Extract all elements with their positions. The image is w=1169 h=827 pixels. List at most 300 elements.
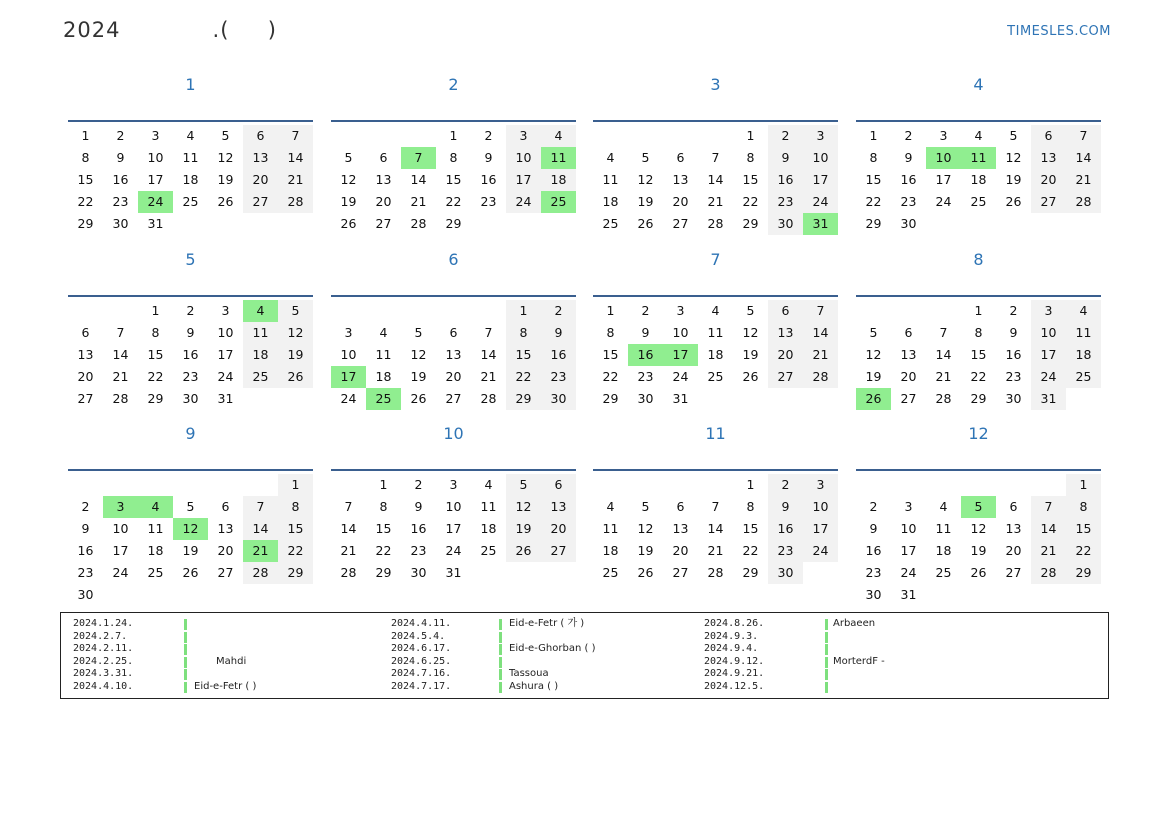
- day-cell[interactable]: 13: [217, 521, 234, 536]
- day-cell[interactable]: 27: [445, 391, 462, 406]
- day-cell[interactable]: 22: [77, 194, 94, 209]
- day-cell[interactable]: 16: [410, 521, 427, 536]
- day-cell[interactable]: 8: [606, 325, 615, 340]
- day-cell[interactable]: 5: [278, 300, 313, 322]
- day-cell[interactable]: 2: [414, 477, 423, 492]
- day-cell[interactable]: 19: [278, 344, 313, 366]
- day-cell[interactable]: 30: [900, 216, 917, 231]
- day-cell[interactable]: 10: [147, 150, 164, 165]
- day-cell[interactable]: 29: [970, 391, 987, 406]
- day-cell[interactable]: 18: [182, 172, 199, 187]
- day-cell[interactable]: 2: [768, 474, 803, 496]
- day-cell[interactable]: 4: [1066, 300, 1101, 322]
- day-cell[interactable]: 11: [961, 147, 996, 169]
- day-cell[interactable]: 3: [221, 303, 230, 318]
- day-cell[interactable]: 14: [480, 347, 497, 362]
- day-cell[interactable]: 9: [541, 322, 576, 344]
- day-cell[interactable]: 6: [676, 150, 685, 165]
- day-cell[interactable]: 25: [707, 369, 724, 384]
- day-cell[interactable]: 18: [707, 347, 724, 362]
- day-cell[interactable]: 9: [484, 150, 493, 165]
- day-cell[interactable]: 18: [480, 521, 497, 536]
- day-cell[interactable]: 5: [414, 325, 423, 340]
- day-cell[interactable]: 17: [331, 366, 366, 388]
- day-cell[interactable]: 18: [541, 169, 576, 191]
- day-cell[interactable]: 21: [803, 344, 838, 366]
- day-cell[interactable]: 28: [1031, 562, 1066, 584]
- day-cell[interactable]: 20: [243, 169, 278, 191]
- day-cell[interactable]: 17: [900, 543, 917, 558]
- day-cell[interactable]: 20: [77, 369, 94, 384]
- day-cell[interactable]: 20: [375, 194, 392, 209]
- day-cell[interactable]: 17: [803, 518, 838, 540]
- day-cell[interactable]: 26: [742, 369, 759, 384]
- day-cell[interactable]: 28: [112, 391, 129, 406]
- day-cell[interactable]: 14: [707, 521, 724, 536]
- day-cell[interactable]: 26: [1005, 194, 1022, 209]
- day-cell[interactable]: 5: [186, 499, 195, 514]
- day-cell[interactable]: 19: [340, 194, 357, 209]
- day-cell[interactable]: 11: [147, 521, 164, 536]
- day-cell[interactable]: 30: [637, 391, 654, 406]
- day-cell[interactable]: 11: [602, 172, 619, 187]
- day-cell[interactable]: 20: [217, 543, 234, 558]
- day-cell[interactable]: 26: [856, 388, 891, 410]
- day-cell[interactable]: 29: [742, 216, 759, 231]
- day-cell[interactable]: 31: [900, 587, 917, 602]
- day-cell[interactable]: 4: [541, 125, 576, 147]
- day-cell[interactable]: 23: [77, 565, 94, 580]
- day-cell[interactable]: 11: [480, 499, 497, 514]
- day-cell[interactable]: 21: [1066, 169, 1101, 191]
- day-cell[interactable]: 7: [116, 325, 125, 340]
- day-cell[interactable]: 29: [375, 565, 392, 580]
- day-cell[interactable]: 28: [707, 216, 724, 231]
- day-cell[interactable]: 14: [1066, 147, 1101, 169]
- day-cell[interactable]: 25: [366, 388, 401, 410]
- day-cell[interactable]: 21: [410, 194, 427, 209]
- day-cell[interactable]: 2: [768, 125, 803, 147]
- day-cell[interactable]: 27: [243, 191, 278, 213]
- day-cell[interactable]: 16: [480, 172, 497, 187]
- day-cell[interactable]: 24: [340, 391, 357, 406]
- day-cell[interactable]: 12: [340, 172, 357, 187]
- day-cell[interactable]: 7: [1031, 496, 1066, 518]
- day-cell[interactable]: 12: [506, 496, 541, 518]
- day-cell[interactable]: 16: [900, 172, 917, 187]
- day-cell[interactable]: 30: [182, 391, 199, 406]
- day-cell[interactable]: 13: [900, 347, 917, 362]
- day-cell[interactable]: 21: [935, 369, 952, 384]
- day-cell[interactable]: 20: [445, 369, 462, 384]
- day-cell[interactable]: 15: [147, 347, 164, 362]
- day-cell[interactable]: 8: [151, 325, 160, 340]
- day-cell[interactable]: 25: [970, 194, 987, 209]
- day-cell[interactable]: 7: [401, 147, 436, 169]
- day-cell[interactable]: 24: [803, 540, 838, 562]
- day-cell[interactable]: 15: [970, 347, 987, 362]
- day-cell[interactable]: 26: [410, 391, 427, 406]
- day-cell[interactable]: 20: [672, 543, 689, 558]
- day-cell[interactable]: 19: [182, 543, 199, 558]
- day-cell[interactable]: 31: [1031, 388, 1066, 410]
- day-cell[interactable]: 6: [221, 499, 230, 514]
- day-cell[interactable]: 7: [939, 325, 948, 340]
- day-cell[interactable]: 29: [77, 216, 94, 231]
- day-cell[interactable]: 11: [243, 322, 278, 344]
- day-cell[interactable]: 17: [1031, 344, 1066, 366]
- day-cell[interactable]: 3: [676, 303, 685, 318]
- day-cell[interactable]: 8: [81, 150, 90, 165]
- day-cell[interactable]: 6: [81, 325, 90, 340]
- day-cell[interactable]: 13: [1005, 521, 1022, 536]
- day-cell[interactable]: 22: [147, 369, 164, 384]
- day-cell[interactable]: 25: [480, 543, 497, 558]
- day-cell[interactable]: 24: [138, 191, 173, 213]
- day-cell[interactable]: 17: [147, 172, 164, 187]
- day-cell[interactable]: 7: [711, 499, 720, 514]
- day-cell[interactable]: 24: [803, 191, 838, 213]
- day-cell[interactable]: 28: [707, 565, 724, 580]
- day-cell[interactable]: 5: [961, 496, 996, 518]
- day-cell[interactable]: 3: [449, 477, 458, 492]
- day-cell[interactable]: 4: [606, 150, 615, 165]
- day-cell[interactable]: 10: [672, 325, 689, 340]
- day-cell[interactable]: 13: [375, 172, 392, 187]
- day-cell[interactable]: 16: [1005, 347, 1022, 362]
- day-cell[interactable]: 15: [77, 172, 94, 187]
- day-cell[interactable]: 24: [506, 191, 541, 213]
- day-cell[interactable]: 28: [243, 562, 278, 584]
- day-cell[interactable]: 11: [707, 325, 724, 340]
- day-cell[interactable]: 10: [506, 147, 541, 169]
- day-cell[interactable]: 26: [506, 540, 541, 562]
- day-cell[interactable]: 7: [1066, 125, 1101, 147]
- day-cell[interactable]: 18: [375, 369, 392, 384]
- day-cell[interactable]: 13: [77, 347, 94, 362]
- day-cell[interactable]: 31: [147, 216, 164, 231]
- day-cell[interactable]: 5: [641, 499, 650, 514]
- day-cell[interactable]: 24: [1031, 366, 1066, 388]
- day-cell[interactable]: 9: [81, 521, 90, 536]
- day-cell[interactable]: 2: [81, 499, 90, 514]
- day-cell[interactable]: 9: [414, 499, 423, 514]
- day-cell[interactable]: 3: [904, 499, 913, 514]
- day-cell[interactable]: 9: [116, 150, 125, 165]
- day-cell[interactable]: 20: [541, 518, 576, 540]
- day-cell[interactable]: 23: [112, 194, 129, 209]
- day-cell[interactable]: 5: [641, 150, 650, 165]
- day-cell[interactable]: 22: [278, 540, 313, 562]
- day-cell[interactable]: 16: [112, 172, 129, 187]
- day-cell[interactable]: 17: [506, 169, 541, 191]
- day-cell[interactable]: 27: [217, 565, 234, 580]
- day-cell[interactable]: 16: [865, 543, 882, 558]
- day-cell[interactable]: 12: [637, 172, 654, 187]
- day-cell[interactable]: 17: [935, 172, 952, 187]
- day-cell[interactable]: 5: [344, 150, 353, 165]
- day-cell[interactable]: 27: [1005, 565, 1022, 580]
- day-cell[interactable]: 25: [935, 565, 952, 580]
- day-cell[interactable]: 21: [1031, 540, 1066, 562]
- day-cell[interactable]: 3: [151, 128, 160, 143]
- day-cell[interactable]: 5: [746, 303, 755, 318]
- day-cell[interactable]: 17: [217, 347, 234, 362]
- day-cell[interactable]: 16: [628, 344, 663, 366]
- day-cell[interactable]: 11: [541, 147, 576, 169]
- day-cell[interactable]: 25: [541, 191, 576, 213]
- day-cell[interactable]: 7: [484, 325, 493, 340]
- day-cell[interactable]: 29: [506, 388, 541, 410]
- day-cell[interactable]: 13: [541, 496, 576, 518]
- day-cell[interactable]: 4: [379, 325, 388, 340]
- day-cell[interactable]: 28: [935, 391, 952, 406]
- day-cell[interactable]: 8: [869, 150, 878, 165]
- day-cell[interactable]: 7: [243, 496, 278, 518]
- day-cell[interactable]: 24: [217, 369, 234, 384]
- day-cell[interactable]: 15: [742, 172, 759, 187]
- day-cell[interactable]: 4: [243, 300, 278, 322]
- day-cell[interactable]: 4: [974, 128, 983, 143]
- day-cell[interactable]: 3: [103, 496, 138, 518]
- day-cell[interactable]: 23: [480, 194, 497, 209]
- day-cell[interactable]: 1: [506, 300, 541, 322]
- day-cell[interactable]: 12: [173, 518, 208, 540]
- day-cell[interactable]: 29: [602, 391, 619, 406]
- day-cell[interactable]: 13: [672, 521, 689, 536]
- day-cell[interactable]: 8: [974, 325, 983, 340]
- day-cell[interactable]: 19: [506, 518, 541, 540]
- day-cell[interactable]: 16: [182, 347, 199, 362]
- day-cell[interactable]: 19: [637, 543, 654, 558]
- day-cell[interactable]: 19: [410, 369, 427, 384]
- day-cell[interactable]: 20: [1031, 169, 1066, 191]
- day-cell[interactable]: 25: [182, 194, 199, 209]
- day-cell[interactable]: 28: [410, 216, 427, 231]
- day-cell[interactable]: 21: [243, 540, 278, 562]
- day-cell[interactable]: 29: [147, 391, 164, 406]
- day-cell[interactable]: 19: [865, 369, 882, 384]
- day-cell[interactable]: 27: [768, 366, 803, 388]
- day-cell[interactable]: 6: [1031, 125, 1066, 147]
- day-cell[interactable]: 1: [151, 303, 160, 318]
- day-cell[interactable]: 10: [900, 521, 917, 536]
- day-cell[interactable]: 21: [480, 369, 497, 384]
- day-cell[interactable]: 4: [186, 128, 195, 143]
- day-cell[interactable]: 29: [742, 565, 759, 580]
- day-cell[interactable]: 12: [1005, 150, 1022, 165]
- day-cell[interactable]: 23: [1005, 369, 1022, 384]
- day-cell[interactable]: 12: [970, 521, 987, 536]
- day-cell[interactable]: 18: [243, 344, 278, 366]
- day-cell[interactable]: 5: [869, 325, 878, 340]
- day-cell[interactable]: 19: [217, 172, 234, 187]
- day-cell[interactable]: 7: [278, 125, 313, 147]
- day-cell[interactable]: 28: [803, 366, 838, 388]
- day-cell[interactable]: 15: [445, 172, 462, 187]
- day-cell[interactable]: 23: [900, 194, 917, 209]
- day-cell[interactable]: 12: [410, 347, 427, 362]
- day-cell[interactable]: 10: [803, 496, 838, 518]
- day-cell[interactable]: 3: [506, 125, 541, 147]
- day-cell[interactable]: 15: [506, 344, 541, 366]
- day-cell[interactable]: 14: [1031, 518, 1066, 540]
- day-cell[interactable]: 22: [506, 366, 541, 388]
- day-cell[interactable]: 1: [449, 128, 458, 143]
- day-cell[interactable]: 8: [506, 322, 541, 344]
- day-cell[interactable]: 30: [112, 216, 129, 231]
- day-cell[interactable]: 19: [970, 543, 987, 558]
- day-cell[interactable]: 24: [112, 565, 129, 580]
- day-cell[interactable]: 1: [278, 474, 313, 496]
- day-cell[interactable]: 10: [112, 521, 129, 536]
- day-cell[interactable]: 10: [445, 499, 462, 514]
- day-cell[interactable]: 20: [1005, 543, 1022, 558]
- day-cell[interactable]: 26: [637, 216, 654, 231]
- day-cell[interactable]: 3: [803, 474, 838, 496]
- day-cell[interactable]: 24: [672, 369, 689, 384]
- day-cell[interactable]: 4: [939, 499, 948, 514]
- day-cell[interactable]: 12: [865, 347, 882, 362]
- day-cell[interactable]: 23: [541, 366, 576, 388]
- day-cell[interactable]: 13: [1031, 147, 1066, 169]
- day-cell[interactable]: 26: [217, 194, 234, 209]
- day-cell[interactable]: 21: [340, 543, 357, 558]
- day-cell[interactable]: 16: [768, 518, 803, 540]
- day-cell[interactable]: 4: [484, 477, 493, 492]
- day-cell[interactable]: 24: [935, 194, 952, 209]
- day-cell[interactable]: 13: [672, 172, 689, 187]
- day-cell[interactable]: 12: [637, 521, 654, 536]
- day-cell[interactable]: 5: [221, 128, 230, 143]
- day-cell[interactable]: 6: [541, 474, 576, 496]
- day-cell[interactable]: 7: [711, 150, 720, 165]
- day-cell[interactable]: 9: [904, 150, 913, 165]
- day-cell[interactable]: 18: [1066, 344, 1101, 366]
- day-cell[interactable]: 31: [672, 391, 689, 406]
- day-cell[interactable]: 8: [379, 499, 388, 514]
- day-cell[interactable]: 22: [445, 194, 462, 209]
- day-cell[interactable]: 23: [637, 369, 654, 384]
- day-cell[interactable]: 15: [375, 521, 392, 536]
- day-cell[interactable]: 10: [803, 147, 838, 169]
- day-cell[interactable]: 27: [900, 391, 917, 406]
- day-cell[interactable]: 25: [1066, 366, 1101, 388]
- day-cell[interactable]: 25: [602, 565, 619, 580]
- day-cell[interactable]: 25: [147, 565, 164, 580]
- day-cell[interactable]: 9: [1009, 325, 1018, 340]
- day-cell[interactable]: 8: [746, 150, 755, 165]
- day-cell[interactable]: 20: [768, 344, 803, 366]
- day-cell[interactable]: 13: [768, 322, 803, 344]
- day-cell[interactable]: 1: [606, 303, 615, 318]
- day-cell[interactable]: 14: [112, 347, 129, 362]
- day-cell[interactable]: 7: [803, 300, 838, 322]
- day-cell[interactable]: 19: [1005, 172, 1022, 187]
- day-cell[interactable]: 24: [445, 543, 462, 558]
- day-cell[interactable]: 18: [970, 172, 987, 187]
- day-cell[interactable]: 13: [243, 147, 278, 169]
- day-cell[interactable]: 2: [869, 499, 878, 514]
- day-cell[interactable]: 26: [970, 565, 987, 580]
- day-cell[interactable]: 30: [1005, 391, 1022, 406]
- day-cell[interactable]: 30: [541, 388, 576, 410]
- day-cell[interactable]: 6: [768, 300, 803, 322]
- day-cell[interactable]: 12: [742, 325, 759, 340]
- day-cell[interactable]: 23: [182, 369, 199, 384]
- day-cell[interactable]: 8: [746, 499, 755, 514]
- day-cell[interactable]: 19: [742, 347, 759, 362]
- day-cell[interactable]: 22: [1066, 540, 1101, 562]
- day-cell[interactable]: 15: [602, 347, 619, 362]
- day-cell[interactable]: 14: [278, 147, 313, 169]
- day-cell[interactable]: 2: [1009, 303, 1018, 318]
- day-cell[interactable]: 23: [768, 540, 803, 562]
- day-cell[interactable]: 23: [768, 191, 803, 213]
- day-cell[interactable]: 22: [742, 543, 759, 558]
- day-cell[interactable]: 21: [707, 194, 724, 209]
- day-cell[interactable]: 14: [410, 172, 427, 187]
- day-cell[interactable]: 27: [375, 216, 392, 231]
- day-cell[interactable]: 27: [77, 391, 94, 406]
- day-cell[interactable]: 9: [768, 496, 803, 518]
- day-cell[interactable]: 28: [278, 191, 313, 213]
- day-cell[interactable]: 2: [541, 300, 576, 322]
- day-cell[interactable]: 14: [707, 172, 724, 187]
- day-cell[interactable]: 30: [77, 587, 94, 602]
- day-cell[interactable]: 11: [1066, 322, 1101, 344]
- day-cell[interactable]: 15: [742, 521, 759, 536]
- day-cell[interactable]: 16: [768, 169, 803, 191]
- day-cell[interactable]: 13: [445, 347, 462, 362]
- day-cell[interactable]: 23: [410, 543, 427, 558]
- day-cell[interactable]: 14: [340, 521, 357, 536]
- day-cell[interactable]: 4: [138, 496, 173, 518]
- day-cell[interactable]: 27: [541, 540, 576, 562]
- day-cell[interactable]: 9: [641, 325, 650, 340]
- day-cell[interactable]: 26: [278, 366, 313, 388]
- day-cell[interactable]: 31: [445, 565, 462, 580]
- day-cell[interactable]: 12: [217, 150, 234, 165]
- day-cell[interactable]: 30: [410, 565, 427, 580]
- day-cell[interactable]: 17: [803, 169, 838, 191]
- day-cell[interactable]: 1: [746, 477, 755, 492]
- day-cell[interactable]: 25: [602, 216, 619, 231]
- day-cell[interactable]: 9: [869, 521, 878, 536]
- day-cell[interactable]: 2: [484, 128, 493, 143]
- day-cell[interactable]: 27: [1031, 191, 1066, 213]
- day-cell[interactable]: 19: [637, 194, 654, 209]
- day-cell[interactable]: 22: [375, 543, 392, 558]
- day-cell[interactable]: 18: [602, 194, 619, 209]
- day-cell[interactable]: 25: [243, 366, 278, 388]
- day-cell[interactable]: 24: [900, 565, 917, 580]
- day-cell[interactable]: 14: [243, 518, 278, 540]
- day-cell[interactable]: 18: [147, 543, 164, 558]
- day-cell[interactable]: 28: [340, 565, 357, 580]
- day-cell[interactable]: 23: [865, 565, 882, 580]
- day-cell[interactable]: 11: [182, 150, 199, 165]
- day-cell[interactable]: 20: [900, 369, 917, 384]
- day-cell[interactable]: 22: [742, 194, 759, 209]
- day-cell[interactable]: 14: [935, 347, 952, 362]
- day-cell[interactable]: 2: [641, 303, 650, 318]
- day-cell[interactable]: 8: [449, 150, 458, 165]
- day-cell[interactable]: 14: [803, 322, 838, 344]
- day-cell[interactable]: 10: [1031, 322, 1066, 344]
- day-cell[interactable]: 3: [803, 125, 838, 147]
- day-cell[interactable]: 29: [865, 216, 882, 231]
